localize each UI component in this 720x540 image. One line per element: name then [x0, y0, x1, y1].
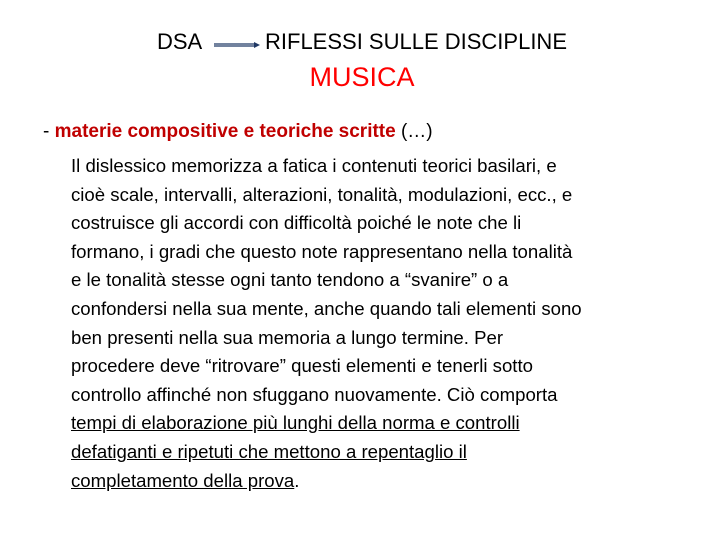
body-paragraph [71, 152, 683, 495]
paragraph-line: costruisce gli accordi con difficoltà poiché le note che li [71, 212, 522, 234]
paragraph-line-underlined: completamento della prova [71, 469, 295, 491]
paragraph-line: Il dislessico memorizza a fatica i contenuti teorici basilari, e [71, 155, 557, 176]
paragraph-final-period: . [294, 469, 300, 491]
paragraph-line: procedere deve “ritrovare” questi elementi e tenerli sotto [71, 355, 533, 377]
paragraph-last-line [71, 467, 683, 496]
bullet-suffix: (…) [395, 121, 433, 142]
bullet-label: materie compositive e teoriche scritte [54, 121, 396, 142]
paragraph-line: ben presenti nella sua memoria a lungo termine. Per [71, 326, 504, 348]
bullet-dash: - [43, 121, 55, 142]
subject-title: MUSICA [309, 62, 415, 92]
paragraph-line: formano, i gradi che questo note rappresentano nella tonalità [71, 240, 573, 262]
header-riflessi: RIFLESSI SULLE DISCIPLINE [265, 29, 567, 54]
paragraph-line: e le tonalità stesse ogni tanto tendono a “svanire” o a [71, 269, 509, 291]
paragraph-line-underlined: defatiganti e ripetuti che mettono a repentaglio il [71, 440, 467, 462]
paragraph-line: controllo affinché non sfuggano nuovamente. Ciò comporta [71, 383, 558, 405]
paragraph-line: confondersi nella sua mente, anche quando tali elementi sono [71, 297, 582, 319]
header-dsa: DSA [157, 29, 203, 54]
paragraph-line: cioè scale, intervalli, alterazioni, tonalità, modulazioni, ecc., e [71, 183, 573, 205]
slide-header [0, 26, 720, 58]
long-right-arrow-icon [214, 42, 260, 48]
bullet-heading [43, 118, 683, 146]
paragraph-line-underlined: tempi di elaborazione più lunghi della norma e controlli [71, 412, 520, 434]
